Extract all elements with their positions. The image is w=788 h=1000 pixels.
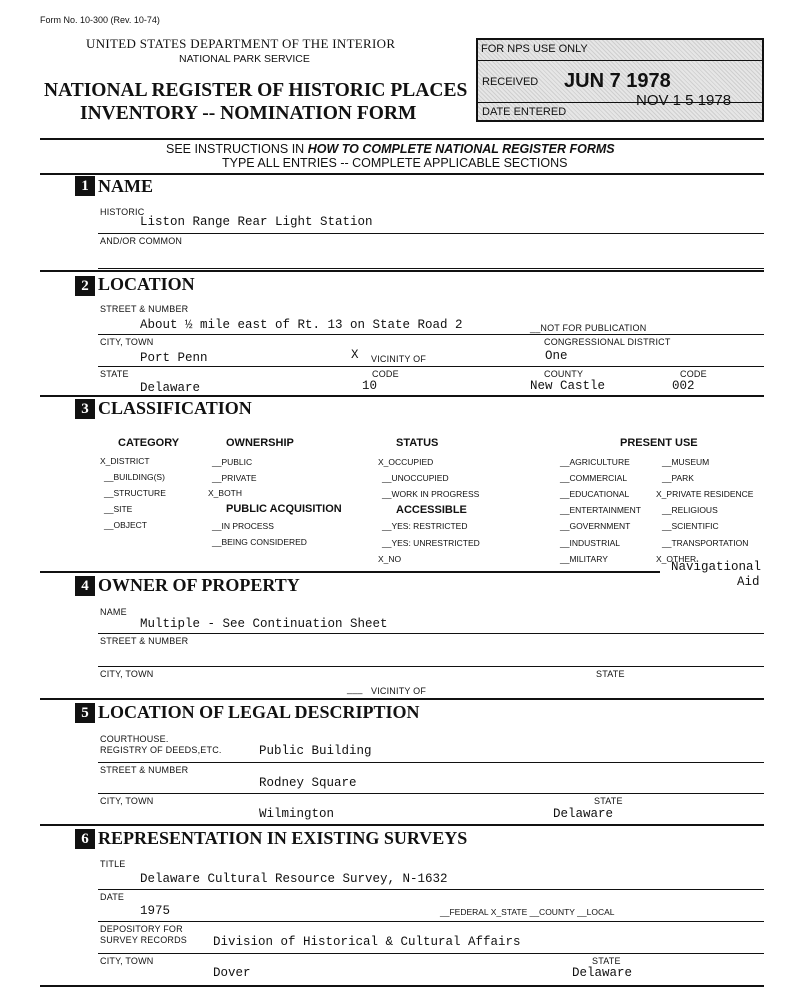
use-item: __MILITARY: [560, 554, 608, 564]
state-value: Delaware: [140, 381, 201, 395]
county-value: New Castle: [530, 379, 606, 393]
courthouse-value: Public Building: [259, 744, 372, 758]
section-6-title: REPRESENTATION IN EXISTING SURVEYS: [98, 828, 468, 848]
present-use-heading: PRESENT USE: [620, 437, 698, 449]
received-stamp: JUN 7 1978: [564, 70, 671, 92]
use-item: __COMMERCIAL: [560, 473, 628, 483]
status-item: __UNOCCUPIED: [382, 473, 449, 483]
category-item: __OBJECT: [104, 520, 147, 530]
section-1-title: NAME: [98, 176, 153, 196]
use-item: __SCIENTIFIC: [662, 521, 719, 531]
status-item: X_OCCUPIED: [378, 457, 434, 467]
common-label: AND/OR COMMON: [100, 236, 183, 246]
section-5-number: 5: [75, 703, 95, 723]
legal-state-value: Delaware: [553, 807, 614, 821]
county-label: COUNTY: [544, 369, 584, 379]
survey-date-label: DATE: [100, 892, 125, 902]
received-label: RECEIVED: [482, 76, 539, 88]
instructions-line-1: SEE INSTRUCTIONS IN HOW TO COMPLETE NATIONAL REGISTER FORMS: [166, 142, 615, 156]
owner-name-label: NAME: [100, 607, 127, 617]
accessible-item: __YES: RESTRICTED: [382, 521, 468, 531]
other-use-value-2: Aid: [737, 575, 760, 589]
street-label: STREET & NUMBER: [100, 304, 189, 314]
survey-state-label: STATE: [592, 956, 621, 966]
category-item: X_DISTRICT: [100, 456, 150, 466]
form-number: Form No. 10-300 (Rev. 10-74): [40, 15, 160, 25]
accessible-heading: ACCESSIBLE: [396, 504, 467, 516]
section-2-number: 2: [75, 276, 95, 296]
use-item: __AGRICULTURE: [560, 457, 630, 467]
date-entered-label: DATE ENTERED: [482, 106, 567, 118]
section-1-number: 1: [75, 176, 95, 196]
survey-records-label: SURVEY RECORDS: [100, 935, 187, 945]
historic-name: Liston Range Rear Light Station: [140, 215, 373, 229]
owner-state-label: STATE: [596, 669, 625, 679]
owner-name: Multiple - See Continuation Sheet: [140, 617, 388, 631]
code-value: 10: [362, 379, 378, 393]
acquisition-item: __IN PROCESS: [212, 521, 274, 531]
congress-value: One: [545, 349, 568, 363]
use-item: __ENTERTAINMENT: [560, 505, 641, 515]
code2-value: 002: [672, 379, 695, 393]
nps-use-label: FOR NPS USE ONLY: [481, 43, 588, 55]
ownership-item: X_BOTH: [208, 488, 243, 498]
use-item: __TRANSPORTATION: [662, 538, 749, 548]
owner-vicinity-blank: ___: [347, 684, 363, 694]
owner-vicinity-label: VICINITY OF: [371, 686, 427, 696]
instructions-line-2: TYPE ALL ENTRIES -- COMPLETE APPLICABLE SECTIONS: [222, 156, 568, 170]
other-use-value: Navigational: [671, 560, 762, 574]
congress-label: CONGRESSIONAL DISTRICT: [544, 337, 671, 347]
use-item: __PARK: [662, 473, 694, 483]
vicinity-label: VICINITY OF: [371, 354, 427, 364]
depository-value: Division of Historical & Cultural Affairs: [213, 935, 521, 949]
header-rule: [40, 138, 764, 140]
section-4-number: 4: [75, 576, 95, 596]
survey-levels: __FEDERAL X_STATE __COUNTY __LOCAL: [440, 907, 615, 917]
category-item: __STRUCTURE: [104, 488, 166, 498]
legal-city-value: Wilmington: [259, 807, 335, 821]
use-item: X_PRIVATE RESIDENCE: [656, 489, 754, 499]
acquisition-item: __BEING CONSIDERED: [212, 537, 307, 547]
form-title-2: INVENTORY -- NOMINATION FORM: [80, 103, 417, 124]
use-item: X_OTHER: [656, 554, 697, 564]
street-value: About ½ mile east of Rt. 13 on State Road 2: [140, 318, 463, 332]
city-value: Port Penn: [140, 351, 208, 365]
use-item: __RELIGIOUS: [662, 505, 718, 515]
service-name: NATIONAL PARK SERVICE: [179, 53, 310, 65]
nps-use-box: [476, 38, 764, 122]
section-6-number: 6: [75, 829, 95, 849]
code2-label: CODE: [680, 369, 707, 379]
category-item: __SITE: [104, 504, 133, 514]
legal-street-value: Rodney Square: [259, 776, 357, 790]
legal-city-label: CITY, TOWN: [100, 796, 154, 806]
historic-label: HISTORIC: [100, 207, 145, 217]
owner-city-label: CITY, TOWN: [100, 669, 154, 679]
use-item: __GOVERNMENT: [560, 521, 631, 531]
registry-label: REGISTRY OF DEEDS,ETC.: [100, 745, 222, 755]
survey-date: 1975: [140, 904, 171, 918]
ownership-heading: OWNERSHIP: [226, 437, 294, 449]
category-item: __BUILDING(S): [104, 472, 165, 482]
accessible-item: X_NO: [378, 554, 402, 564]
ownership-item: __PUBLIC: [212, 457, 253, 467]
use-item: __EDUCATIONAL: [560, 489, 630, 499]
survey-city-value: Dover: [213, 966, 251, 980]
section-3-title: CLASSIFICATION: [98, 398, 252, 418]
department-name: UNITED STATES DEPARTMENT OF THE INTERIOR: [86, 36, 396, 51]
accessible-item: __YES: UNRESTRICTED: [382, 538, 480, 548]
not-for-publication: __NOT FOR PUBLICATION: [530, 323, 647, 333]
code-label: CODE: [372, 369, 399, 379]
section-2-title: LOCATION: [98, 274, 195, 294]
ownership-item: __PRIVATE: [212, 473, 257, 483]
acquisition-heading: PUBLIC ACQUISITION: [226, 503, 342, 515]
city-label: CITY, TOWN: [100, 337, 154, 347]
courthouse-label: COURTHOUSE.: [100, 734, 169, 744]
status-item: __WORK IN PROGRESS: [382, 489, 480, 499]
use-item: __MUSEUM: [662, 457, 710, 467]
section-5-title: LOCATION OF LEGAL DESCRIPTION: [98, 702, 420, 722]
vicinity-mark: X: [351, 348, 359, 362]
legal-street-label: STREET & NUMBER: [100, 765, 189, 775]
section-4-title: OWNER OF PROPERTY: [98, 575, 300, 595]
depository-label: DEPOSITORY FOR: [100, 924, 183, 934]
legal-state-label: STATE: [594, 796, 623, 806]
survey-city-label: CITY, TOWN: [100, 956, 154, 966]
category-heading: CATEGORY: [118, 437, 180, 449]
state-label: STATE: [100, 369, 129, 379]
owner-street-label: STREET & NUMBER: [100, 636, 189, 646]
use-item: __INDUSTRIAL: [560, 538, 620, 548]
section-3-number: 3: [75, 399, 95, 419]
status-heading: STATUS: [396, 437, 439, 449]
survey-state-value: Delaware: [572, 966, 633, 980]
survey-title-label: TITLE: [100, 859, 126, 869]
date-entered-stamp: NOV 1 5 1978: [636, 92, 732, 109]
survey-title: Delaware Cultural Resource Survey, N-1632: [140, 872, 448, 886]
form-title-1: NATIONAL REGISTER OF HISTORIC PLACES: [44, 80, 468, 101]
